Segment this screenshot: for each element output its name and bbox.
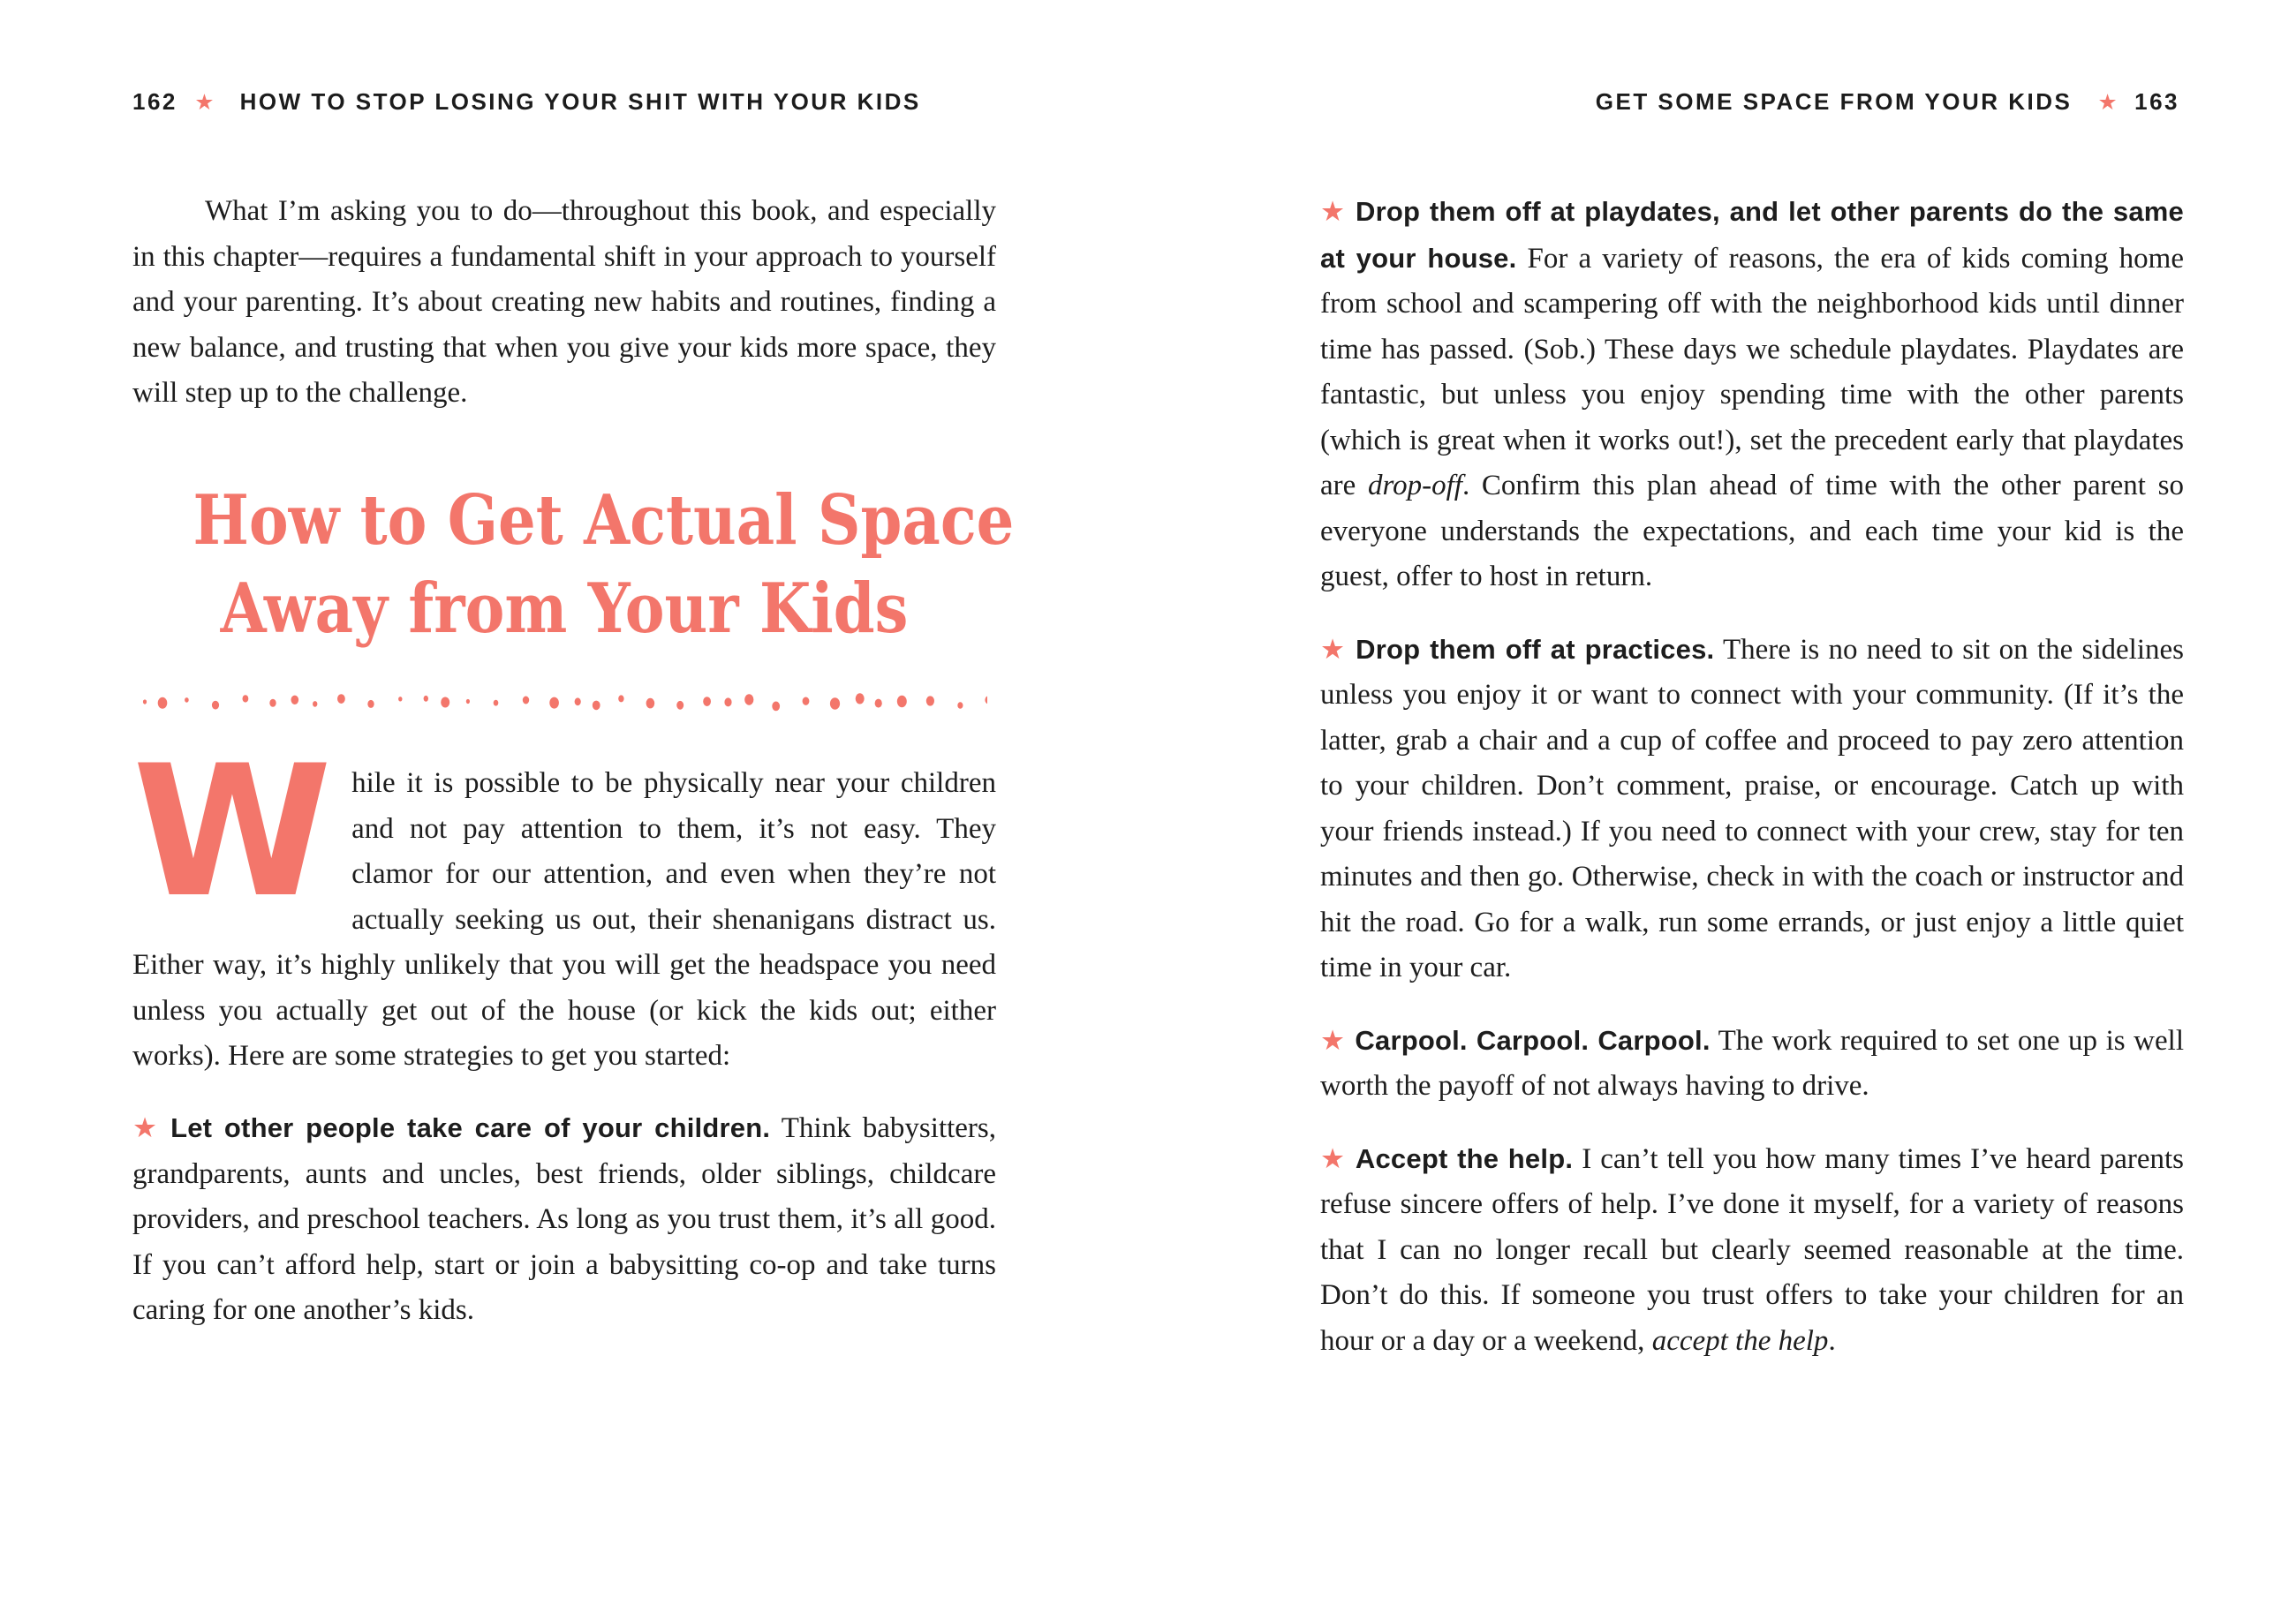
star-icon: ★: [194, 89, 215, 115]
page-number-left: 162: [132, 88, 177, 115]
bullet-lead: Accept the help.: [1355, 1142, 1574, 1174]
star-bullet-icon: ★: [1320, 1024, 1347, 1057]
star-bullet-icon: ★: [132, 1112, 162, 1144]
chapter-title: GET SOME SPACE FROM YOUR KIDS: [1595, 88, 2073, 115]
bullet-item: [132, 1105, 996, 1334]
dropcap-paragraph-text: hile it is possible to be physically near your children and not pay attention to them, it’s not easy. They clamor for our attention, and even when they’re not actually seeking us out, their shenanigans distract us. Either way, it’s highly unlikely that you will get the headspace you need unless you actually get out of the house (or kick the kids out; either works). Here are some strategies to get you started:: [132, 767, 996, 1072]
bullet-lead: Let other people take care of your children.: [170, 1112, 771, 1143]
bullet-text: I can’t tell you how many times I’ve heard parents refuse sincere offers of help. I’ve done it myself, for a variety of reasons that I can no longer recall but clearly seemed reasonable at the time. Don’t do this. If someone you trust offers to take your children for an hour or a day or a weekend,: [1320, 1142, 2184, 1357]
bullet-text: The work required to set one up is well worth the payoff of not always having to drive.: [1320, 1024, 2184, 1102]
section-title: [193, 477, 1015, 653]
bullet-text: Think babysitters, grandparents, aunts and uncles, best friends, older siblings, childcare providers, and preschool teachers. As long as you trust them, it’s all good. If you can’t afford help, start or join a babysitting co-op and take turns caring for one another’s kids.: [132, 1112, 997, 1326]
bullet-text: For a variety of reasons, the era of kids coming home from school and scampering off with the neighborhood kids until dinner time has passed. (Sob.) These days we schedule playdates. Playdates are fantastic, but unless you enjoy spending time with the other parents (which is great when it works out!), set the precedent early that playdates are: [1320, 242, 2184, 501]
bullet-item: [1320, 627, 2184, 991]
dropcap-letter-w: W: [132, 727, 333, 938]
section-title-line2: Away from Your Kids: [220, 569, 909, 649]
right-bullet-list: [1320, 189, 2184, 1364]
bullet-item: [1320, 189, 2184, 600]
bullet-text: . Confirm this plan ahead of time with the other parent so everyone understands the expectations, and each time your kid is the guest, offer to host in return.: [1320, 470, 2184, 592]
book-title: HOW TO STOP LOSING YOUR SHIT WITH YOUR KIDS: [239, 88, 921, 115]
bullet-text: .: [1828, 1324, 1836, 1357]
right-page: [1320, 189, 2184, 1390]
bullet-text-italic: drop-off: [1368, 470, 1462, 501]
dropcap-paragraph: [132, 727, 996, 1080]
star-icon: ★: [2097, 89, 2118, 115]
running-head-right: [1596, 88, 2179, 116]
bullet-text: There is no need to sit on the sidelines unless you enjoy it or want to connect with your community. (If it’s the latter, grab a chair and a cup of coffee and proceed to pay zero attention to your children. Don’t comment, praise, or encourage. Catch up with your friends instead.) If you need to connect with your crew, stay for ten minutes and then go. Otherwise, check in with the coach or instructor and hit the road. Go for a walk, run some errands, or just enjoy a little quiet time in your car.: [1320, 633, 2185, 983]
left-bullet-list: [132, 1105, 996, 1360]
intro-paragraph: What I’m asking you to do—throughout this book, and especially in this chapter—requires a fundamental shift in your approach to yourself and your parenting. It’s about creating new habits and routines, finding a new balance, and trusting that when you give your kids more space, they will step up to the challenge.: [132, 195, 996, 409]
bullet-lead: Drop them off at practices.: [1356, 633, 1715, 665]
bullet-lead: Carpool. Carpool. Carpool.: [1355, 1024, 1711, 1056]
running-head-left: [132, 88, 921, 116]
bullet-lead: Drop them off at playdates, and let other parents do the same at your house.: [1320, 196, 2184, 274]
star-bullet-icon: ★: [1320, 196, 1348, 228]
section-title-line1: How to Get Actual Space: [193, 480, 1015, 561]
star-bullet-icon: ★: [1320, 633, 1348, 666]
bullet-item: [1320, 1018, 2184, 1110]
bullet-item: [1320, 1136, 2184, 1365]
star-bullet-icon: ★: [1320, 1142, 1347, 1175]
page-number-right: 163: [2134, 88, 2179, 115]
bullet-text-italic: accept the help: [1651, 1324, 1829, 1357]
dotted-divider: [140, 689, 987, 717]
